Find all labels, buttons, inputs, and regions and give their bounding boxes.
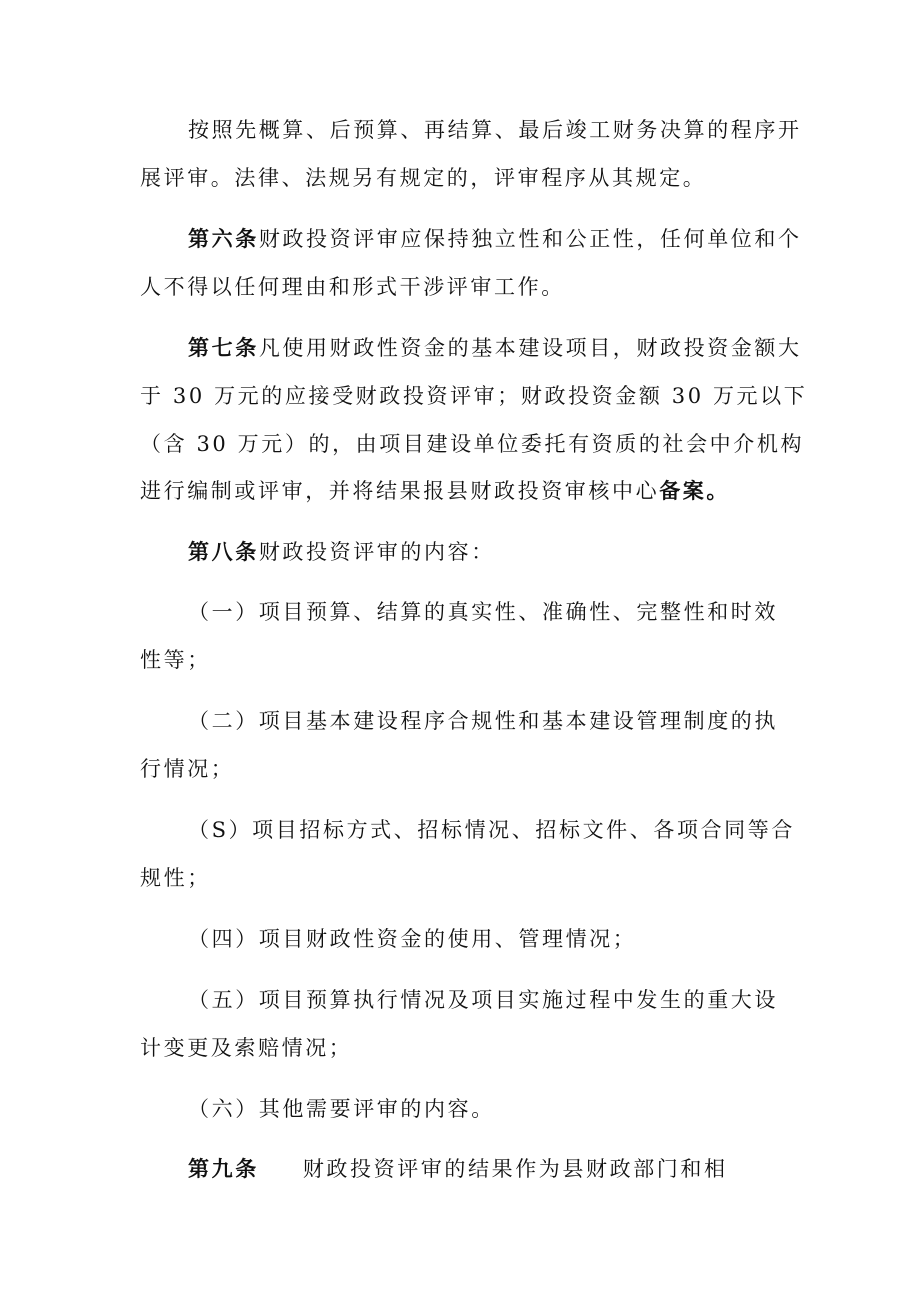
article-8-item-3-line-1: （S）项目招标方式、招标情况、招标文件、各项合同等合 (188, 818, 795, 842)
article-8-item-4-line-1: （四）项目财政性资金的使用、管理情况； (188, 927, 637, 951)
article-8-heading: 第八条 (188, 539, 259, 564)
article-6-line-1 (188, 224, 838, 254)
article-8-line-1 (188, 537, 838, 567)
article-8-item-1-line-2: 性等； (140, 648, 211, 672)
article-8-item-1-line-1: （一）项目预算、结算的真实性、准确性、完整性和时效 (188, 600, 778, 624)
article-7-heading: 第七条 (188, 335, 259, 360)
article-9-heading: 第九条 (188, 1156, 259, 1181)
article-7-line-3: （含 30 万元）的，由项目建设单位委托有资质的社会中介机构 (140, 432, 805, 456)
article-7-line-4-text: 进行编制或评审，并将结果报县财政投资审核中心 (140, 479, 660, 503)
article-8-item-2-line-2: 行情况； (140, 757, 235, 781)
article-8-item-3-line-2: 规性； (140, 866, 211, 890)
article-8-item-5-line-1: （五）项目预算执行情况及项目实施过程中发生的重大设 (188, 988, 778, 1012)
article-6-heading: 第六条 (188, 226, 259, 251)
article-8-item-6-line-1: （六）其他需要评审的内容。 (188, 1097, 495, 1121)
article-7-text: 凡使用财政性资金的基本建设项目，财政投资金额大 (258, 336, 802, 360)
article-6-line-2: 人不得以任何理由和形式干涉评审工作。 (140, 275, 565, 299)
article-8-item-5-line-2: 计变更及索赔情况； (140, 1036, 353, 1060)
article-8-text: 财政投资评审的内容： (258, 540, 495, 564)
intro-line-1: 按照先概算、后预算、再结算、最后竣工财务决算的程序开 (188, 118, 802, 142)
article-7-line-2: 于 30 万元的应接受财政投资评审；财政投资金额 30 万元以下 (140, 384, 808, 408)
article-7-line-4 (140, 476, 790, 506)
article-9-text: 财政投资评审的结果作为县财政部门和相 (302, 1157, 728, 1181)
article-9-line-1 (188, 1154, 838, 1184)
article-7-line-1 (188, 333, 838, 363)
intro-line-2: 展评审。法律、法规另有规定的，评审程序从其规定。 (140, 166, 707, 190)
article-8-item-2-line-1: （二）项目基本建设程序合规性和基本建设管理制度的执 (188, 709, 778, 733)
article-6-text: 财政投资评审应保持独立性和公正性，任何单位和个 (258, 227, 802, 251)
article-7-filing-term: 备案。 (659, 478, 731, 503)
